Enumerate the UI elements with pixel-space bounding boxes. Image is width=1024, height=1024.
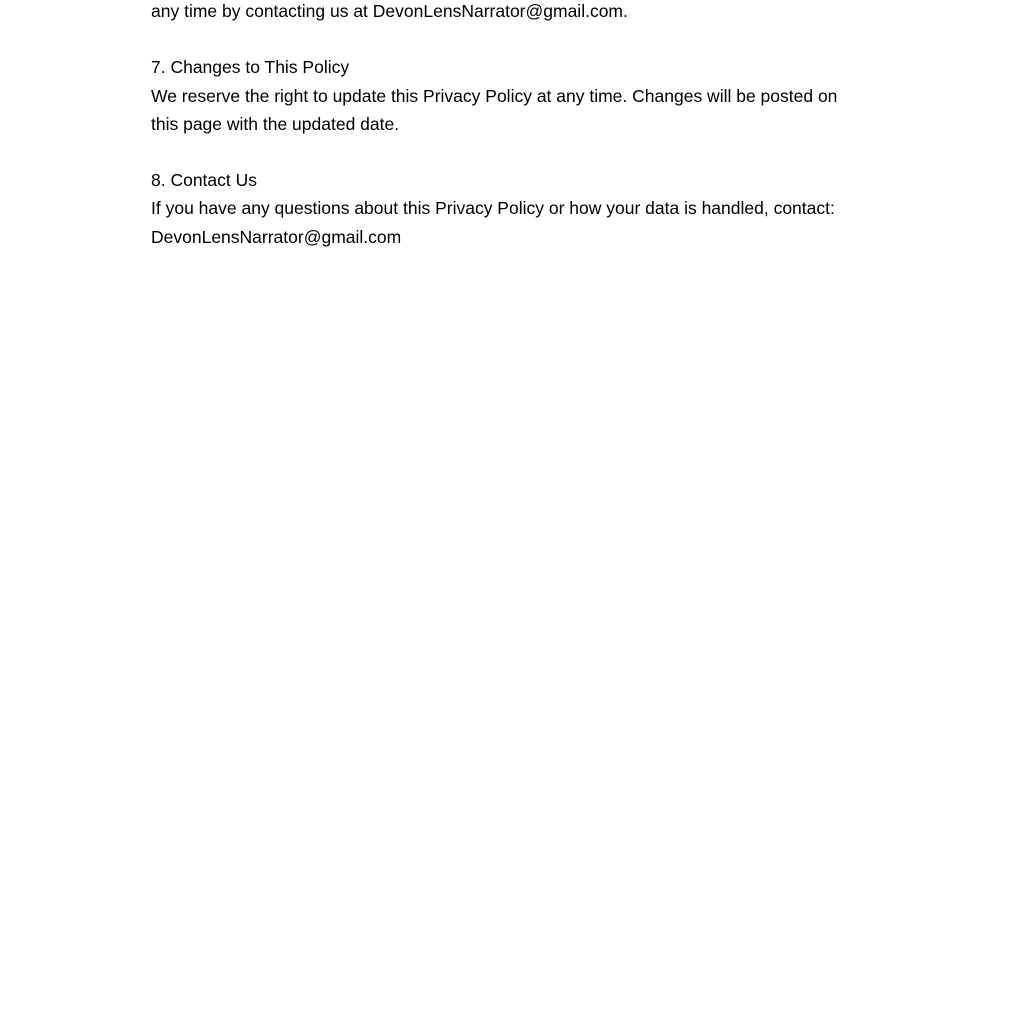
- paragraph-spacer: [151, 25, 891, 53]
- section-body-line: If you have any questions about this Privacy Policy or how your data is handled, contact:: [151, 198, 835, 219]
- document-body: [151, 0, 891, 251]
- section-heading: 7. Changes to This Policy: [151, 57, 350, 78]
- section-heading: 8. Contact Us: [151, 170, 258, 191]
- contact-email-text: DevonLensNarrator@gmail.com: [151, 226, 402, 247]
- section-body-line: We reserve the right to update this Privacy Policy at any time. Changes will be posted on: [151, 85, 838, 106]
- section-body-line: this page with the updated date.: [151, 113, 400, 134]
- section-changes-to-policy: [151, 53, 891, 138]
- section-contact-us: [151, 166, 891, 251]
- paragraph-spacer: [151, 138, 891, 166]
- previous-section-tail-line: any time by contacting us at DevonLensNarrator@gmail.com.: [151, 1, 628, 21]
